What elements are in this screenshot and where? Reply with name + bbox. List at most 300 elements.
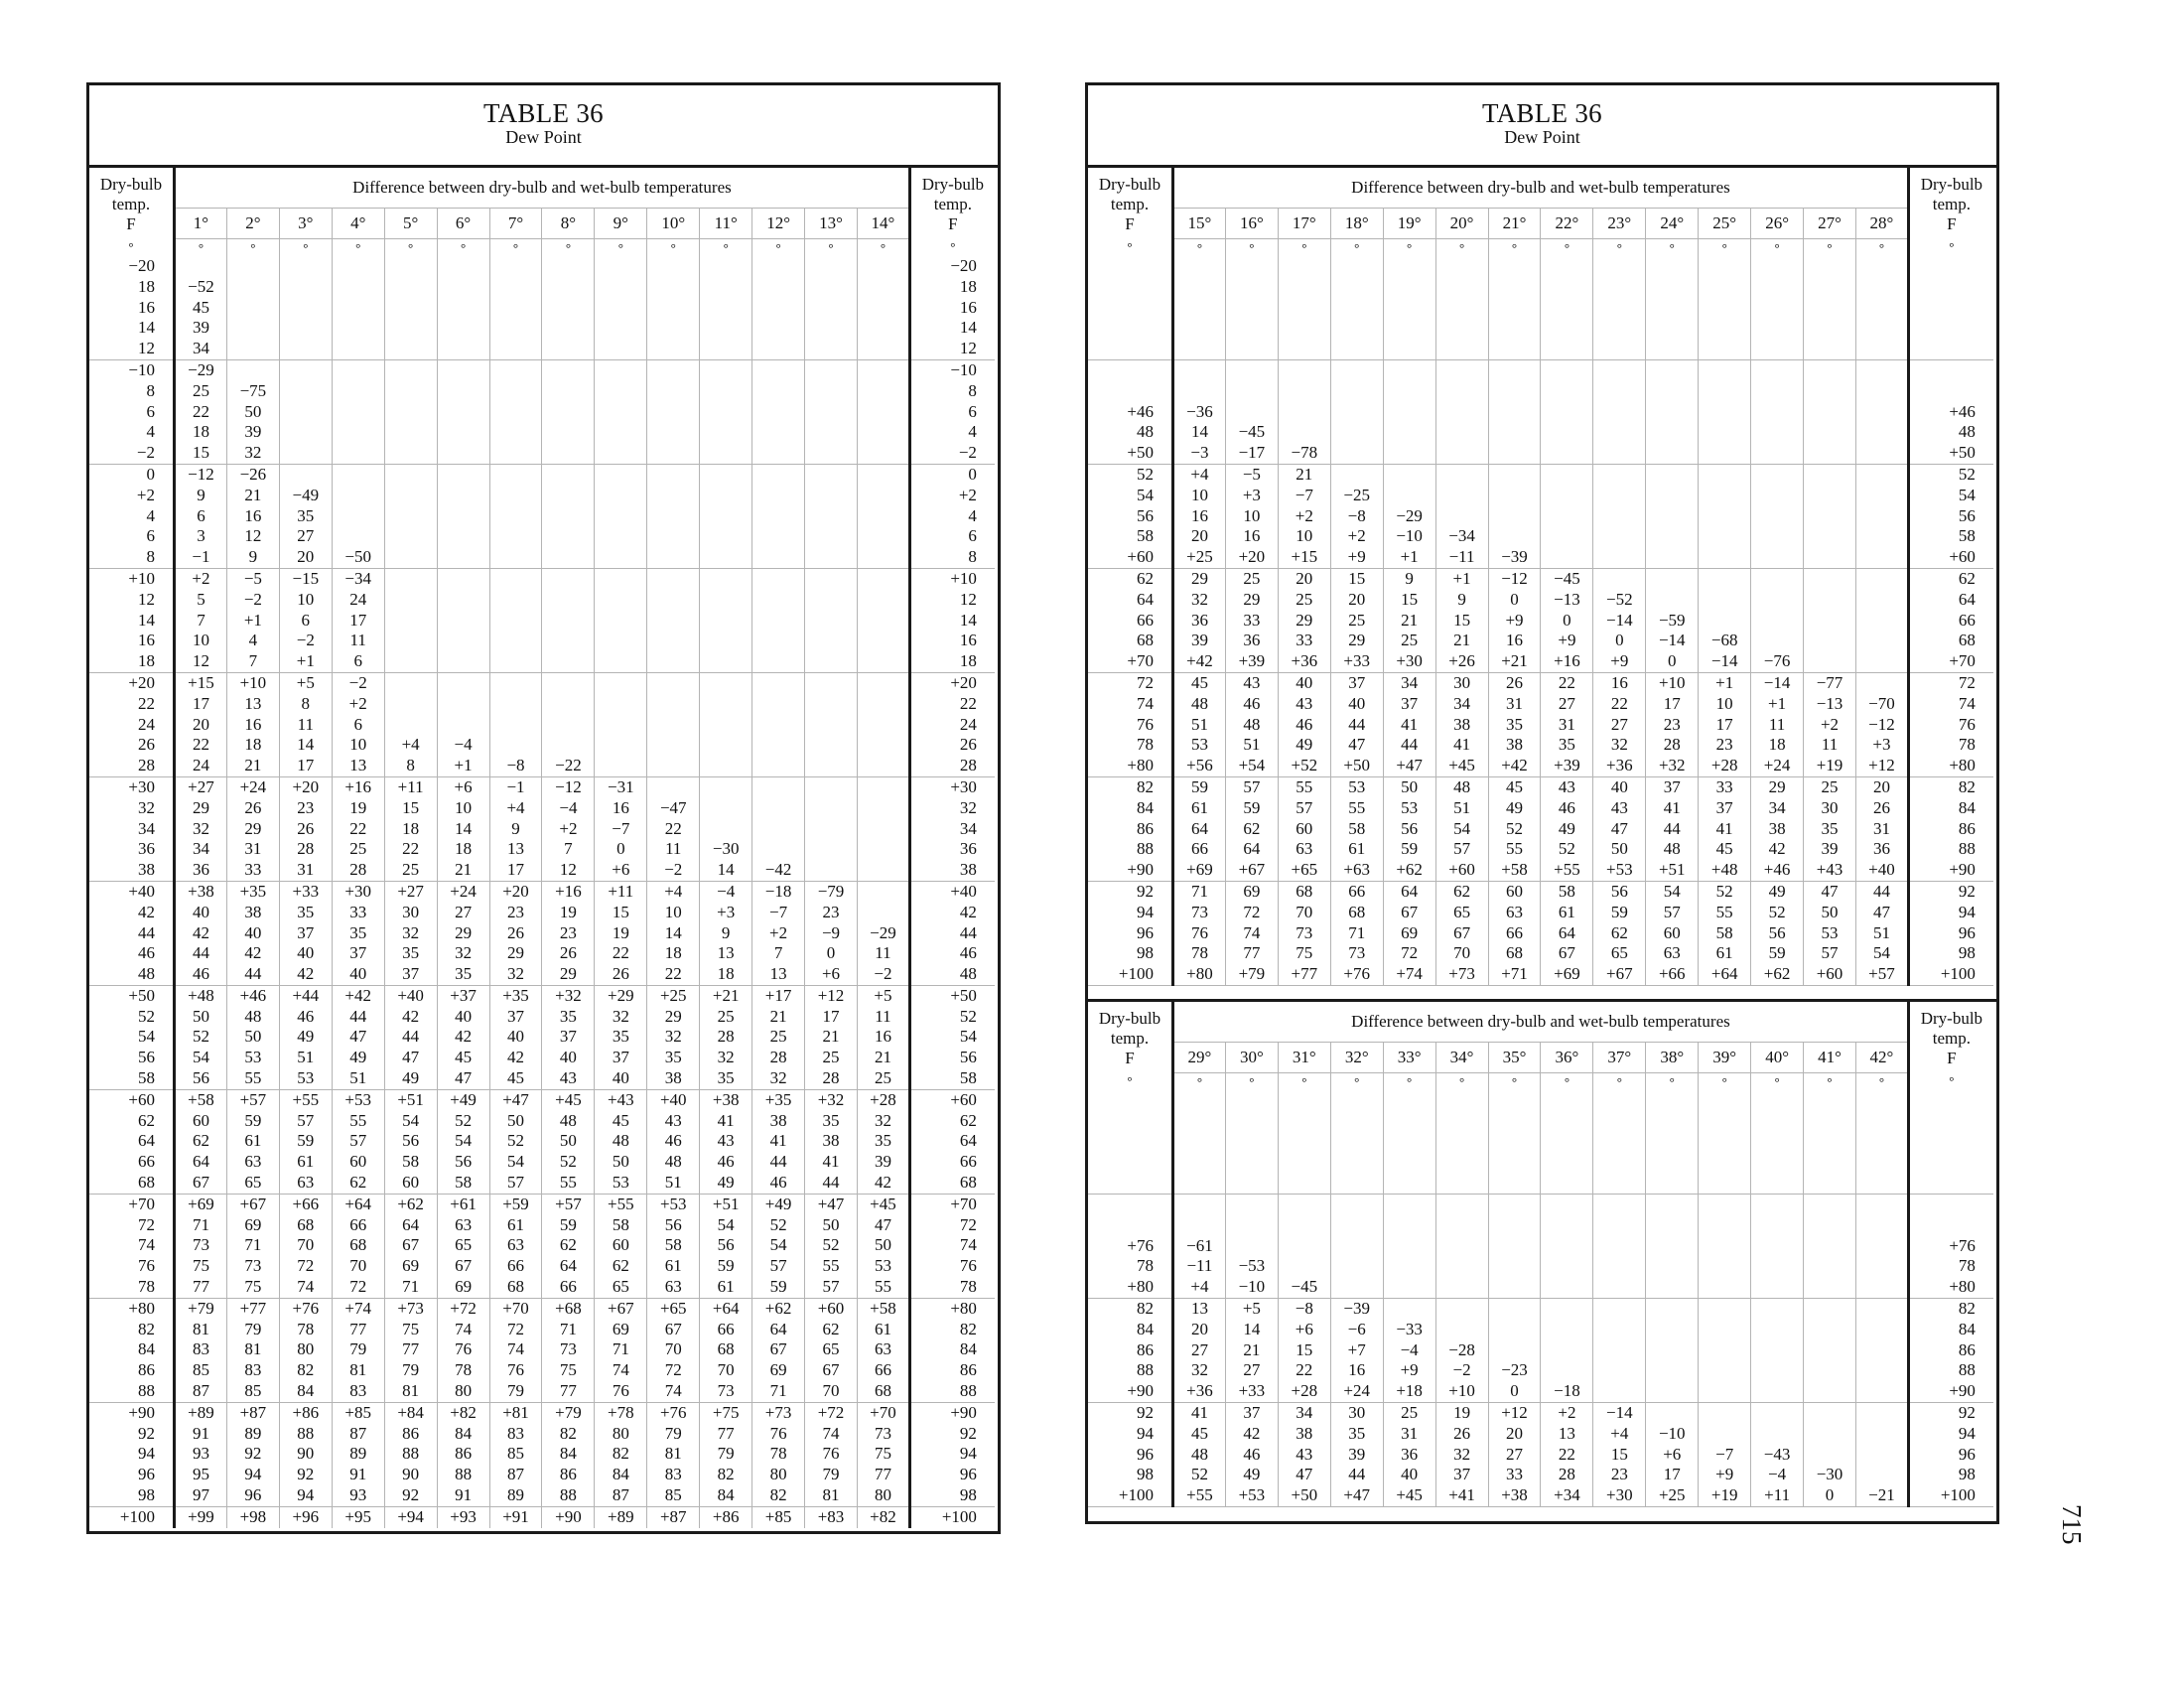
dew-point-value — [857, 819, 909, 840]
table-row — [89, 298, 995, 319]
dew-point-value: 52 — [752, 1215, 805, 1236]
dew-point-value — [1541, 422, 1593, 443]
dry-bulb-temp-right: 88 — [1908, 839, 1993, 860]
dew-point-value: 37 — [332, 943, 384, 964]
dew-point-value: 56 — [384, 1131, 437, 1152]
dew-point-value: 37 — [384, 964, 437, 985]
dew-point-value: +48 — [1699, 860, 1751, 881]
dew-point-value: 35 — [1804, 819, 1856, 840]
dry-bulb-temp-left: 58 — [1088, 526, 1173, 547]
dew-point-value: +56 — [1173, 756, 1226, 776]
dew-point-value — [489, 568, 542, 589]
dew-point-value — [1488, 402, 1541, 423]
blank-cell — [1383, 1194, 1435, 1214]
dew-point-value — [752, 277, 805, 298]
dew-point-value — [437, 486, 489, 506]
blank-cell — [1173, 1194, 1226, 1214]
dew-point-value: 59 — [542, 1215, 595, 1236]
dew-point-value: 85 — [175, 1360, 227, 1381]
blank-row — [1088, 1194, 1993, 1214]
blank-cell — [1751, 277, 1804, 298]
table-row — [1088, 735, 1993, 756]
blank-cell — [1699, 256, 1751, 277]
dew-point-value — [647, 526, 700, 547]
dew-point-value: −8 — [1278, 1298, 1330, 1319]
dry-bulb-temp-left: −2 — [89, 443, 175, 464]
column-header-difference: 17° — [1278, 209, 1330, 239]
dew-point-value: +45 — [1435, 756, 1488, 776]
dew-point-value: 44 — [752, 1152, 805, 1173]
dew-point-value: 50 — [595, 1152, 647, 1173]
dew-point-value: 35 — [279, 903, 332, 923]
dew-point-value: −13 — [1541, 590, 1593, 611]
dew-point-value: +2 — [1278, 506, 1330, 527]
dry-bulb-temp-left: 78 — [1088, 1256, 1173, 1277]
dew-point-value: −7 — [1699, 1445, 1751, 1466]
dew-point-value — [279, 422, 332, 443]
dew-point-value — [595, 735, 647, 756]
dew-point-value: +81 — [489, 1402, 542, 1423]
dew-point-value: +25 — [1173, 547, 1226, 568]
dew-point-value — [1488, 1340, 1541, 1361]
dew-point-value — [647, 756, 700, 776]
table-row — [89, 881, 995, 902]
dew-point-value: +86 — [279, 1402, 332, 1423]
dew-point-value: 51 — [1855, 923, 1908, 944]
dew-point-value — [1646, 506, 1699, 527]
dew-point-value: +52 — [1278, 756, 1330, 776]
dew-point-value: 33 — [332, 903, 384, 923]
dew-point-value — [1699, 1277, 1751, 1298]
dry-bulb-temp-right: 92 — [1908, 881, 1993, 902]
dry-bulb-temp-left: +40 — [89, 881, 175, 902]
dew-point-value — [752, 798, 805, 819]
dew-point-value: 63 — [1646, 943, 1699, 964]
dew-point-value — [384, 486, 437, 506]
dew-point-value: 14 — [647, 923, 700, 944]
dew-point-value: 54 — [752, 1235, 805, 1256]
blank-cell — [1225, 381, 1278, 402]
blank-cell — [1541, 318, 1593, 339]
blank-cell — [1173, 359, 1226, 380]
dew-point-value: 48 — [1435, 776, 1488, 797]
blank-cell — [1593, 1111, 1646, 1132]
blank-cell — [1173, 1111, 1226, 1132]
dry-bulb-temp-right: 32 — [909, 798, 995, 819]
dew-point-value: 31 — [279, 860, 332, 881]
table-row — [1088, 651, 1993, 672]
dew-point-value: −70 — [1855, 694, 1908, 715]
blank-cell — [1088, 339, 1173, 359]
dew-point-value — [647, 651, 700, 672]
dew-point-value — [1593, 486, 1646, 506]
dry-bulb-temp-left: 94 — [1088, 1424, 1173, 1445]
dew-point-value — [542, 568, 595, 589]
dew-point-value — [1593, 1360, 1646, 1381]
dew-point-value: +79 — [1225, 964, 1278, 985]
blank-cell — [1699, 1152, 1751, 1173]
right-table-subtitle: Dew Point — [1504, 127, 1580, 147]
dew-point-value: 10 — [279, 590, 332, 611]
dew-point-value: 79 — [226, 1320, 279, 1340]
blank-cell — [1330, 256, 1383, 277]
dew-point-value: 26 — [1435, 1424, 1488, 1445]
dew-point-value: −47 — [647, 798, 700, 819]
dew-point-value: 83 — [226, 1360, 279, 1381]
dew-point-value: 49 — [700, 1173, 752, 1194]
dew-point-value: 32 — [647, 1027, 700, 1048]
dew-point-value: 37 — [542, 1027, 595, 1048]
dew-point-value — [1593, 1340, 1646, 1361]
blank-cell — [1383, 1215, 1435, 1236]
dew-point-value: 54 — [175, 1048, 227, 1068]
dew-point-value: −1 — [489, 776, 542, 797]
dew-point-value: +60 — [1435, 860, 1488, 881]
dew-point-value: 21 — [1383, 611, 1435, 632]
dew-point-value — [384, 359, 437, 380]
blank-cell — [1908, 1194, 1993, 1214]
dew-point-value: 90 — [384, 1465, 437, 1485]
dew-point-value: 45 — [1173, 1424, 1226, 1445]
dew-point-value: 53 — [1330, 776, 1383, 797]
dry-bulb-temp-left: +70 — [89, 1194, 175, 1214]
dew-point-value: 40 — [279, 943, 332, 964]
blank-cell — [1488, 1215, 1541, 1236]
drybulb-header-line: Dry-bulb — [99, 174, 163, 194]
dry-bulb-temp-right: 16 — [909, 631, 995, 651]
table-row — [1088, 506, 1993, 527]
dew-point-value — [1435, 402, 1488, 423]
dew-point-value — [1699, 1298, 1751, 1319]
degree-symbol: ° — [1225, 239, 1278, 257]
dew-point-value — [752, 839, 805, 860]
table-row — [1088, 964, 1993, 985]
dew-point-value: 27 — [1225, 1360, 1278, 1381]
dew-point-value: 93 — [332, 1485, 384, 1506]
blank-cell — [1225, 1090, 1278, 1111]
dew-point-value — [1804, 1445, 1856, 1466]
dew-point-value: 37 — [1699, 798, 1751, 819]
dew-point-value — [805, 631, 858, 651]
dew-point-value: 44 — [384, 1027, 437, 1048]
dew-point-value: 67 — [1383, 903, 1435, 923]
dew-point-value: 13 — [332, 756, 384, 776]
dew-point-value — [1488, 443, 1541, 464]
dew-point-value — [1751, 443, 1804, 464]
dew-point-value: +1 — [1435, 568, 1488, 589]
dew-point-value: 45 — [489, 1068, 542, 1089]
dew-point-value: −4 — [437, 735, 489, 756]
table-row — [89, 1339, 995, 1360]
dew-point-value — [226, 359, 279, 380]
dew-point-value: 37 — [279, 923, 332, 944]
dew-point-value — [1751, 1402, 1804, 1423]
dry-bulb-temp-right: 14 — [909, 611, 995, 632]
dew-point-value — [1804, 486, 1856, 506]
table-row — [89, 590, 995, 611]
dew-point-value: 45 — [1699, 839, 1751, 860]
blank-cell — [1699, 1173, 1751, 1194]
dew-point-value: 77 — [175, 1277, 227, 1298]
dew-point-value — [857, 776, 909, 797]
column-header-difference: 30° — [1225, 1043, 1278, 1073]
blank-cell — [1908, 1215, 1993, 1236]
dew-point-value — [857, 903, 909, 923]
blank-cell — [1804, 277, 1856, 298]
dew-point-value: 21 — [226, 486, 279, 506]
blank-cell — [1646, 318, 1699, 339]
dry-bulb-temp-left: 74 — [89, 1235, 175, 1256]
dew-point-value: 30 — [1804, 798, 1856, 819]
dew-point-value: 29 — [175, 798, 227, 819]
dew-point-value: 74 — [1225, 923, 1278, 944]
blank-cell — [1593, 256, 1646, 277]
dew-point-value: 43 — [542, 1068, 595, 1089]
dew-point-value: +28 — [1278, 1381, 1330, 1402]
dry-bulb-temp-right: +90 — [1908, 1381, 1993, 1402]
dry-bulb-temp-left: +60 — [1088, 547, 1173, 568]
dry-bulb-temp-left: 68 — [1088, 631, 1173, 651]
dew-point-value: 48 — [647, 1152, 700, 1173]
dew-point-value: 77 — [700, 1424, 752, 1445]
dew-point-value: +48 — [175, 985, 227, 1006]
dew-point-value — [226, 318, 279, 339]
dew-point-value: 52 — [1541, 839, 1593, 860]
dew-point-value — [700, 298, 752, 319]
dew-point-value — [595, 715, 647, 736]
dew-point-value: 61 — [1541, 903, 1593, 923]
dew-point-value: 20 — [1488, 1424, 1541, 1445]
dew-point-value — [805, 402, 858, 423]
dew-point-value: 8 — [279, 694, 332, 715]
dry-bulb-temp-left: 54 — [89, 1027, 175, 1048]
dew-point-value: +47 — [489, 1089, 542, 1110]
table-row — [89, 611, 995, 632]
dew-point-value: 57 — [805, 1277, 858, 1298]
dew-point-value: +98 — [226, 1506, 279, 1527]
dry-bulb-temp-right: −10 — [909, 359, 995, 380]
column-header-difference: 39° — [1699, 1043, 1751, 1073]
dew-point-value: 57 — [1278, 798, 1330, 819]
dew-point-value: 93 — [175, 1444, 227, 1465]
dew-point-value: +4 — [1173, 464, 1226, 485]
right-upper-difference-header: Difference between dry-bulb and wet-bulb temperatures — [1173, 168, 1909, 209]
dew-point-value: 40 — [542, 1048, 595, 1068]
dew-point-value: −59 — [1646, 611, 1699, 632]
dew-point-value: 22 — [1541, 1445, 1593, 1466]
dew-point-value: 81 — [805, 1485, 858, 1506]
dew-point-value: 39 — [1804, 839, 1856, 860]
dry-bulb-temp-right: 14 — [909, 318, 995, 339]
dew-point-value: +99 — [175, 1506, 227, 1527]
blank-cell — [1804, 298, 1856, 319]
dew-point-value — [437, 318, 489, 339]
dew-point-value: 55 — [1699, 903, 1751, 923]
dew-point-value: 20 — [1855, 776, 1908, 797]
dew-point-value: 23 — [1699, 735, 1751, 756]
dew-point-value — [595, 651, 647, 672]
dew-point-value — [332, 486, 384, 506]
degree-symbol: ° — [1173, 239, 1226, 257]
dew-point-value — [1488, 1256, 1541, 1277]
dew-point-value: 22 — [647, 964, 700, 985]
dew-point-value: 53 — [279, 1068, 332, 1089]
dew-point-value: 40 — [595, 1068, 647, 1089]
dew-point-value: 25 — [384, 860, 437, 881]
dew-point-value — [595, 547, 647, 568]
dew-point-value — [805, 756, 858, 776]
dew-point-value: +11 — [1751, 1485, 1804, 1506]
table-row — [89, 1131, 995, 1152]
dew-point-value: 39 — [1173, 631, 1226, 651]
blank-cell — [1751, 1152, 1804, 1173]
dew-point-value: +67 — [1593, 964, 1646, 985]
dew-point-value: +53 — [647, 1194, 700, 1214]
dew-point-value: 69 — [752, 1360, 805, 1381]
dry-bulb-temp-right: +70 — [909, 1194, 995, 1214]
dew-point-value — [1435, 1277, 1488, 1298]
dew-point-value: +70 — [489, 1298, 542, 1319]
dew-point-value — [1646, 486, 1699, 506]
dew-point-value — [1435, 422, 1488, 443]
dry-bulb-temp-left: 88 — [1088, 1360, 1173, 1381]
degree-symbol: ° — [1646, 1073, 1699, 1091]
dew-point-value: +55 — [279, 1089, 332, 1110]
blank-cell — [1278, 298, 1330, 319]
dew-point-value — [1646, 1298, 1699, 1319]
dew-point-value: +85 — [752, 1506, 805, 1527]
dew-point-value — [437, 506, 489, 527]
dew-point-value — [384, 277, 437, 298]
blank-cell — [1699, 339, 1751, 359]
dew-point-value: −29 — [857, 923, 909, 944]
dew-point-value — [700, 359, 752, 380]
dew-point-value — [542, 256, 595, 277]
dew-point-value: 62 — [805, 1320, 858, 1340]
dew-point-value: 37 — [1225, 1402, 1278, 1423]
dew-point-value: +55 — [1173, 1485, 1226, 1506]
dew-point-value — [805, 486, 858, 506]
dew-point-value: +54 — [1225, 756, 1278, 776]
blank-cell — [1541, 339, 1593, 359]
dew-point-value: 27 — [1593, 715, 1646, 736]
dew-point-value: +55 — [595, 1194, 647, 1214]
dry-bulb-temp-right: 98 — [1908, 1465, 1993, 1485]
dew-point-value: +57 — [226, 1089, 279, 1110]
dew-point-value — [857, 590, 909, 611]
dew-point-value: 13 — [700, 943, 752, 964]
dew-point-value: 56 — [437, 1152, 489, 1173]
blank-row — [1088, 277, 1993, 298]
dew-point-value — [384, 422, 437, 443]
dew-point-value: 54 — [1435, 819, 1488, 840]
dew-point-value: 55 — [226, 1068, 279, 1089]
left-difference-header: Difference between dry-bulb and wet-bulb temperatures — [175, 168, 910, 209]
dry-bulb-temp-right: +40 — [909, 881, 995, 902]
dew-point-value — [857, 756, 909, 776]
dew-point-value: 44 — [332, 1007, 384, 1028]
dew-point-value: 44 — [1330, 1465, 1383, 1485]
dry-bulb-temp-right: +10 — [909, 568, 995, 589]
dew-point-value: 56 — [1593, 881, 1646, 902]
dew-point-value: 0 — [595, 839, 647, 860]
dew-point-value: +6 — [1278, 1320, 1330, 1340]
dew-point-value: +57 — [1855, 964, 1908, 985]
dew-point-value — [857, 402, 909, 423]
dry-bulb-temp-left: 64 — [1088, 590, 1173, 611]
dew-point-value: −30 — [1804, 1465, 1856, 1485]
dew-point-value: +47 — [805, 1194, 858, 1214]
dew-point-value — [595, 464, 647, 485]
dew-point-value — [857, 611, 909, 632]
dew-point-value: +47 — [1383, 756, 1435, 776]
dew-point-value — [1488, 1236, 1541, 1257]
dew-point-value: 14 — [279, 735, 332, 756]
dew-point-value — [279, 464, 332, 485]
dew-point-value: 15 — [384, 798, 437, 819]
dew-point-value — [1699, 443, 1751, 464]
dew-point-value: +5 — [1225, 1298, 1278, 1319]
dew-point-value — [700, 756, 752, 776]
dew-point-value: +85 — [332, 1402, 384, 1423]
dew-point-value — [752, 672, 805, 693]
dew-point-value — [1751, 402, 1804, 423]
dew-point-value — [595, 631, 647, 651]
dew-point-value: 41 — [1646, 798, 1699, 819]
dew-point-value: −28 — [1435, 1340, 1488, 1361]
dry-bulb-temp-right: +100 — [909, 1506, 995, 1527]
dew-point-value: +12 — [805, 985, 858, 1006]
blank-cell — [1435, 256, 1488, 277]
dew-point-value — [542, 298, 595, 319]
dew-point-value: +30 — [332, 881, 384, 902]
dew-point-value — [1646, 547, 1699, 568]
dry-bulb-temp-left: +60 — [89, 1089, 175, 1110]
dew-point-value: 37 — [1646, 776, 1699, 797]
dew-point-value: −11 — [1435, 547, 1488, 568]
dew-point-value: 18 — [437, 839, 489, 860]
blank-cell — [1330, 1090, 1383, 1111]
dew-point-value: −2 — [647, 860, 700, 881]
table-row — [1088, 798, 1993, 819]
dew-point-value: 20 — [1173, 1320, 1226, 1340]
dew-point-value: −21 — [1855, 1485, 1908, 1506]
dew-point-value: 7 — [226, 651, 279, 672]
blank-cell — [1908, 339, 1993, 359]
dew-point-value — [857, 506, 909, 527]
table-row — [89, 402, 995, 423]
column-header-difference: 9° — [595, 209, 647, 239]
dew-point-value: +91 — [489, 1506, 542, 1527]
blank-cell — [1225, 359, 1278, 380]
column-header-difference: 18° — [1330, 209, 1383, 239]
dew-point-value: 11 — [857, 943, 909, 964]
dew-point-value: 45 — [1488, 776, 1541, 797]
dew-point-value: 63 — [857, 1339, 909, 1360]
dew-point-value — [489, 715, 542, 736]
dew-point-value: +73 — [384, 1298, 437, 1319]
dew-point-value: 77 — [857, 1465, 909, 1485]
dew-point-value: 17 — [489, 860, 542, 881]
dry-bulb-temp-left: +80 — [1088, 1277, 1173, 1298]
dew-point-value: +50 — [1278, 1485, 1330, 1506]
dew-point-value: 35 — [1488, 715, 1541, 736]
dew-point-value — [1435, 1298, 1488, 1319]
dew-point-value — [1804, 1340, 1856, 1361]
dew-point-value: 89 — [489, 1485, 542, 1506]
dry-bulb-temp-left: +46 — [1088, 402, 1173, 423]
dew-point-value: 20 — [279, 547, 332, 568]
